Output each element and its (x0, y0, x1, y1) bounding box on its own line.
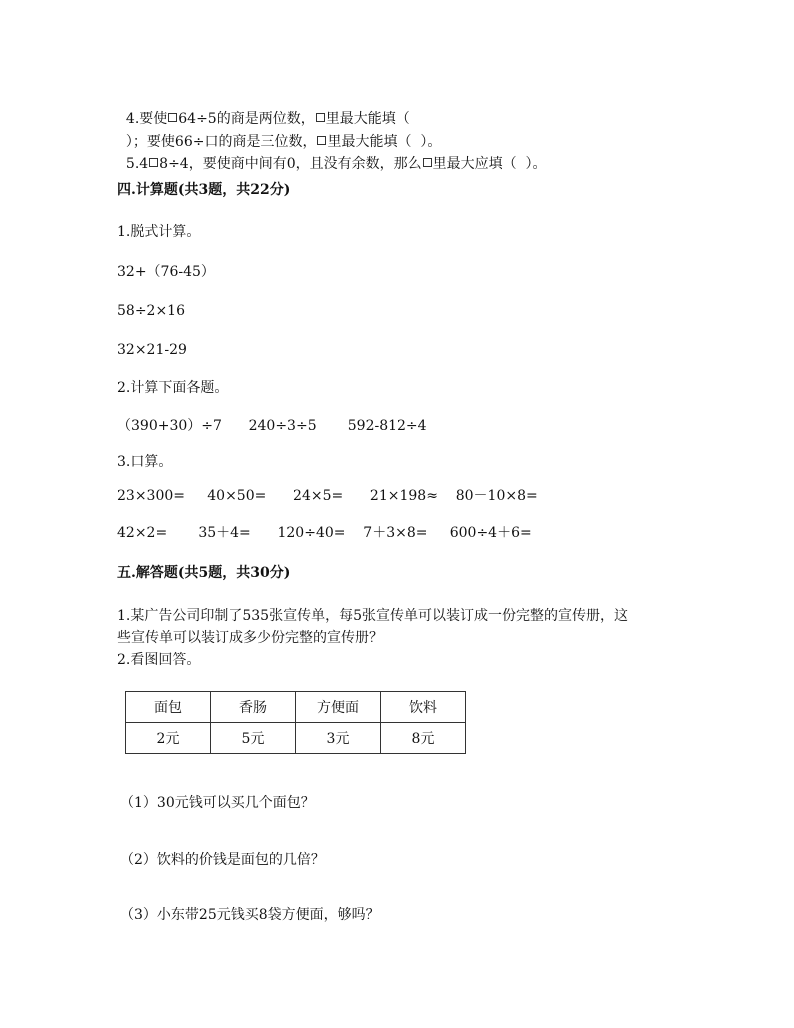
calc-q1-item: 32×21-29 (117, 342, 187, 358)
table-header-cell: 面包 (126, 692, 211, 723)
calc-q3-title: 3.口算。 (117, 454, 173, 470)
blank-box-icon (423, 158, 432, 167)
mental-math-row-2: 42×2= 35＋4= 120÷40= 7＋3×8= 600÷4＋6= (117, 525, 532, 541)
table-header-cell: 香肠 (211, 692, 296, 723)
q5-text-c: 里最大应填（ ）。 (432, 156, 547, 172)
section-4-title: 四.计算题(共3题，共22分) (117, 182, 291, 198)
table-cell: 3元 (296, 723, 381, 754)
q4-line2b-text: 里最大能填（ ）。 (327, 134, 442, 150)
calc-q2-items: （390+30）÷7 240÷3÷5 592-812÷4 (117, 418, 427, 434)
word-problem-1-line1: 1.某广告公司印制了535张宣传单，每5张宣传单可以装订成一份完整的宣传册，这 (117, 608, 628, 624)
q4-text-a: 4.要使 (125, 111, 168, 127)
table-cell: 8元 (381, 723, 466, 754)
table-cell: 2元 (126, 723, 211, 754)
q5-text-b: 8÷4，要使商中间有0，且没有余数，那么 (159, 156, 422, 172)
calc-q1-item: 32+（76-45） (117, 264, 215, 280)
calc-q1-item: 58÷2×16 (117, 303, 185, 319)
table-cell: 5元 (211, 723, 296, 754)
table-row (126, 723, 466, 754)
blank-box-icon (149, 158, 158, 167)
calc-q2-title: 2.计算下面各题。 (117, 380, 229, 396)
table-header-cell: 饮料 (381, 692, 466, 723)
question-5 (117, 137, 547, 173)
sub-question-2: （2）饮料的价钱是面包的几倍？ (120, 852, 325, 868)
sub-question-3: （3）小东带25元钱买8袋方便面，够吗？ (120, 907, 380, 923)
word-problem-2-title: 2.看图回答。 (117, 652, 201, 668)
table-row (126, 692, 466, 723)
word-problem-1-line2: 些宣传单可以装订成多少份完整的宣传册？ (117, 630, 383, 646)
section-5-title: 五.解答题(共5题，共30分) (117, 565, 291, 581)
sub-question-1: （1）30元钱可以买几个面包？ (120, 795, 315, 811)
q4-text-c: 里最大能填（ (325, 111, 410, 127)
table-header-cell: 方便面 (296, 692, 381, 723)
calc-q1-title: 1.脱式计算。 (117, 224, 201, 240)
q5-text-a: 5.4 (125, 156, 149, 172)
price-table (125, 691, 466, 754)
mental-math-row-1: 23×300= 40×50= 24×5= 21×198≈ 80－10×8= (117, 488, 538, 504)
q4-text-b: 64÷5的商是两位数， (178, 111, 315, 127)
q4-line2-text: ）；要使66÷口的商是三位数， (125, 134, 317, 150)
